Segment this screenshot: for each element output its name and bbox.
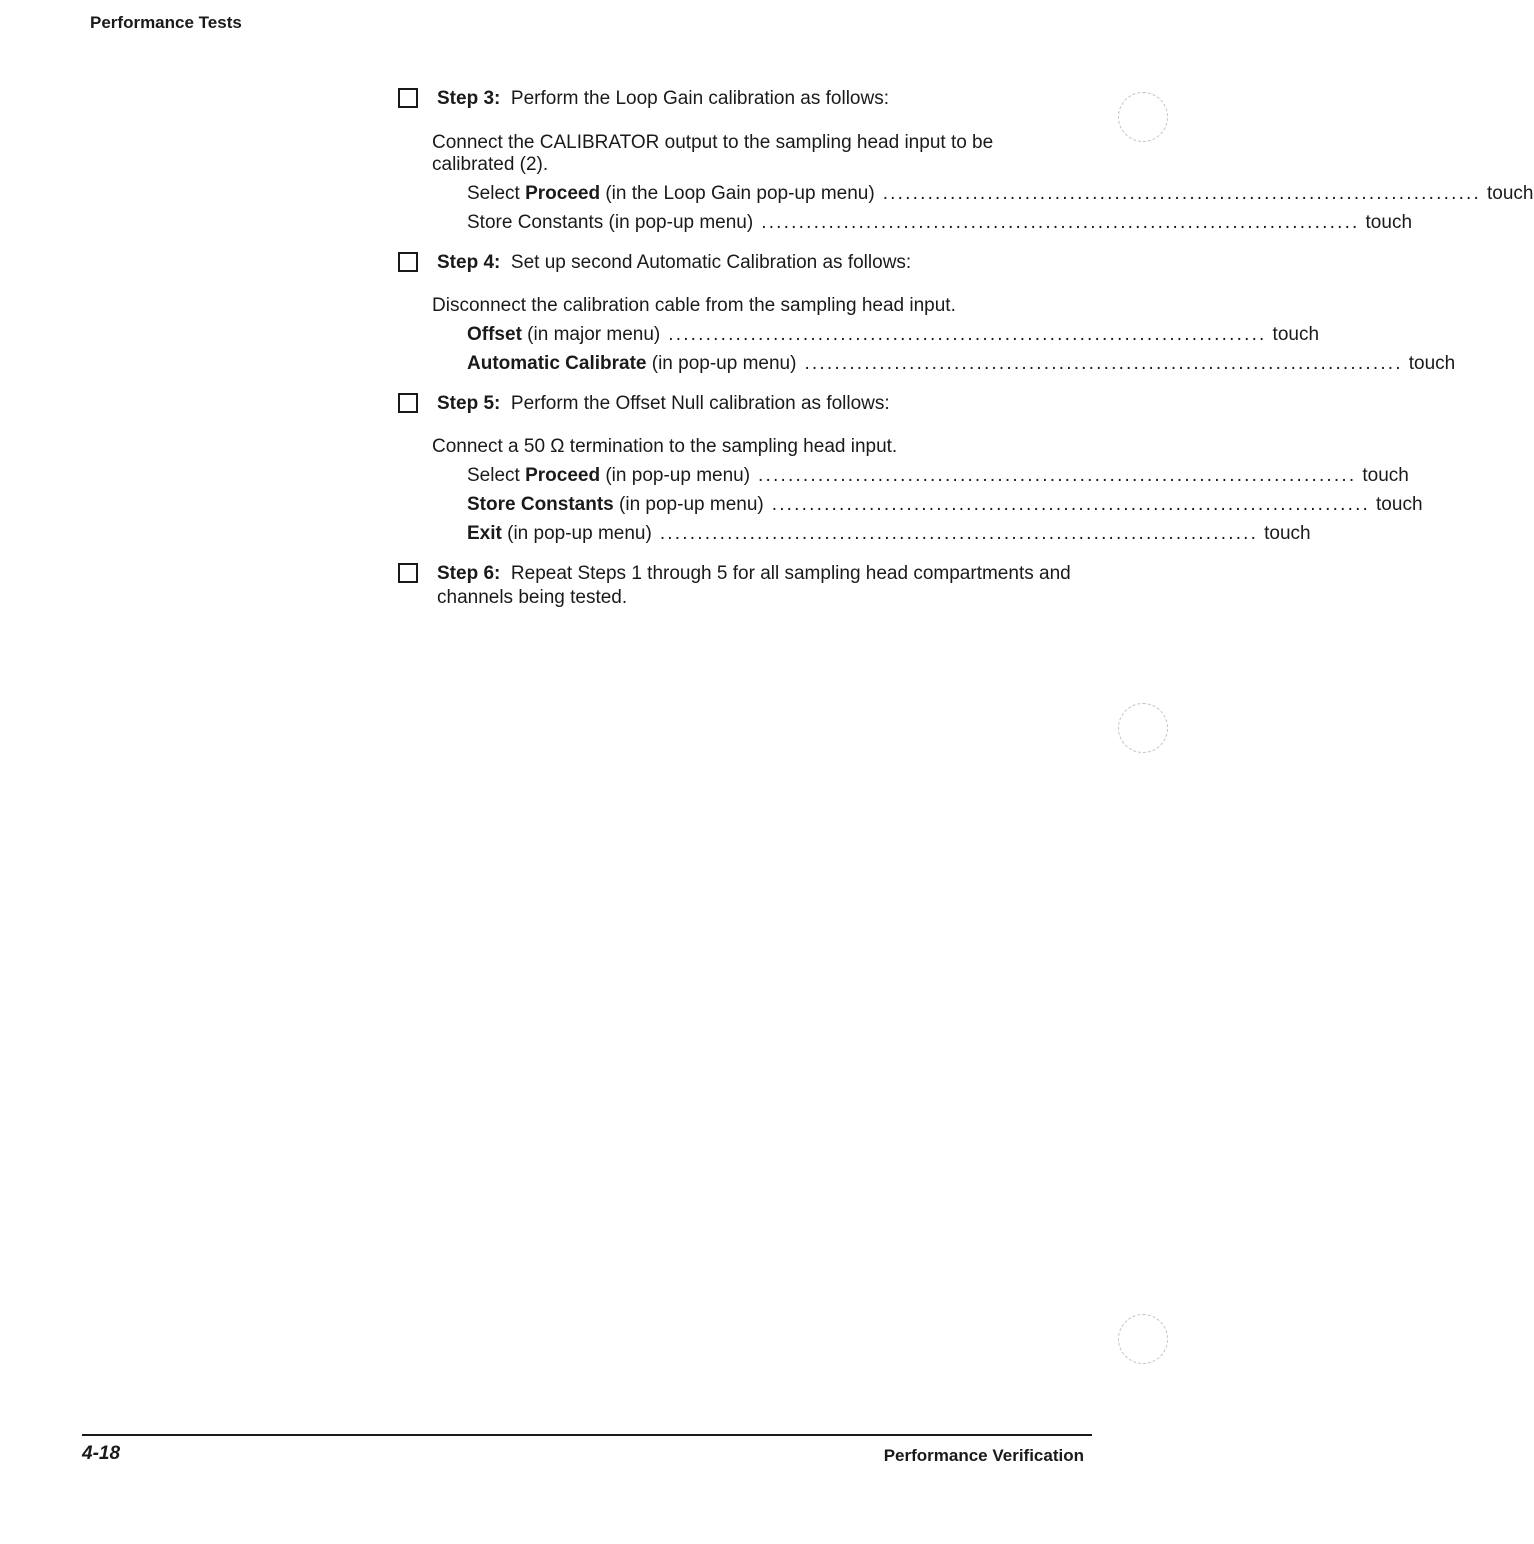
step-4-label: Step 4: [437, 252, 501, 273]
action-label: Store Constants (in pop-up menu) [467, 494, 764, 515]
action-verb: touch [1487, 183, 1534, 204]
action-label: Select Proceed (in pop-up menu) [467, 465, 751, 486]
action-verb: touch [1264, 523, 1311, 544]
step-4-action-2 [467, 352, 1456, 376]
step-6-heading [437, 562, 1087, 610]
step-5-instruction: Connect a 50 Ω termination to the sampling head input. [432, 436, 898, 457]
step-5-action-2 [467, 493, 1423, 517]
step-5-action-1 [467, 464, 1409, 488]
step-3-instruction: Connect the CALIBRATOR output to the sampling head input to be calibrated (2). [432, 132, 994, 175]
page-header-title: Performance Tests [90, 13, 242, 32]
step-6-label: Step 6: [437, 563, 501, 584]
step-5-heading [437, 392, 1087, 416]
binder-hole [1118, 703, 1168, 753]
step-6-text: Repeat Steps 1 through 5 for all sampling head compartments and channels being tested. [437, 563, 1071, 608]
step-5-action-3 [467, 522, 1311, 546]
action-verb: touch [1362, 465, 1409, 486]
dot-leader: ................................................................................ [771, 494, 1371, 515]
step-4-instruction: Disconnect the calibration cable from the sampling head input. [432, 295, 956, 316]
step-4-text: Set up second Automatic Calibration as follows: [510, 252, 912, 273]
action-label: Exit (in pop-up menu) [467, 523, 652, 544]
action-verb: touch [1408, 353, 1456, 374]
binder-hole [1118, 1314, 1168, 1364]
action-label: Offset (in major menu) [467, 324, 661, 345]
binder-hole [1118, 92, 1168, 142]
action-verb: touch [1376, 494, 1423, 515]
action-verb: touch [1365, 212, 1413, 233]
footer-divider [82, 1434, 1092, 1436]
dot-leader: ................................................................................ [804, 353, 1403, 374]
step-3-checkbox[interactable] [398, 88, 418, 108]
action-verb: touch [1272, 324, 1320, 345]
step-4-heading [437, 251, 1087, 275]
step-3-action-1 [467, 182, 1534, 206]
dot-leader: ................................................................................ [761, 212, 1360, 233]
step-4-action-1 [467, 323, 1320, 347]
step-6-checkbox[interactable] [398, 563, 418, 583]
dot-leader: ................................................................................ [758, 465, 1357, 486]
step-3-action-2 [467, 211, 1413, 235]
step-5-checkbox[interactable] [398, 393, 418, 413]
step-5-label: Step 5: [437, 393, 501, 414]
step-3-text: Perform the Loop Gain calibration as follows: [510, 88, 890, 109]
dot-leader: ................................................................................ [659, 523, 1259, 544]
action-label: Automatic Calibrate (in pop-up menu) [467, 353, 797, 374]
step-3-heading [437, 87, 1087, 111]
dot-leader: ................................................................................ [882, 183, 1482, 204]
action-label: Store Constants (in pop-up menu) [467, 212, 754, 233]
step-4-checkbox[interactable] [398, 252, 418, 272]
step-3-label: Step 3: [437, 88, 501, 109]
page-number: 4-18 [82, 1443, 121, 1464]
footer-section-title: Performance Verification [883, 1446, 1084, 1465]
step-5-text: Perform the Offset Null calibration as follows: [510, 393, 890, 414]
action-label: Select Proceed (in the Loop Gain pop-up menu) [467, 183, 875, 204]
dot-leader: ................................................................................ [668, 324, 1267, 345]
